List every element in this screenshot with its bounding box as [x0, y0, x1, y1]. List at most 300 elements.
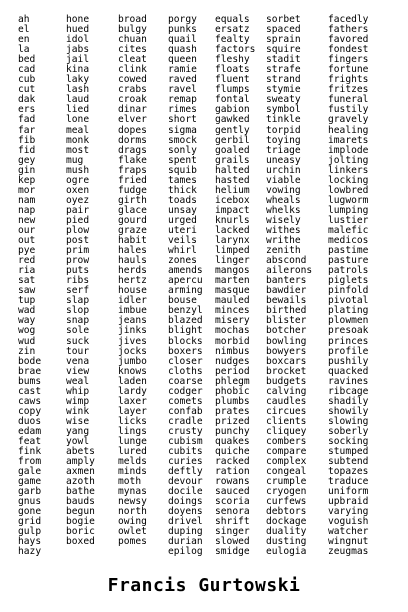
word-entry: quacked [328, 365, 369, 377]
word-entry: hertz [118, 275, 147, 287]
word-entry: cloths [168, 365, 203, 377]
word-entry: torpid [266, 124, 301, 136]
word-entry: dorms [118, 134, 147, 146]
word-entry: jail [66, 54, 90, 66]
word-entry: squib [168, 164, 197, 176]
word-entry: factors [215, 44, 256, 56]
word-entry: socking [328, 435, 369, 447]
word-entry: sauced [215, 486, 250, 498]
word-entry: hays [18, 536, 42, 548]
word-column [66, 15, 95, 547]
word-entry: serf [66, 285, 90, 297]
word-entry: la [18, 44, 30, 56]
word-entry: clink [118, 64, 147, 76]
word-entry: sweaty [266, 94, 301, 106]
word-entry: minds [118, 466, 147, 478]
word-entry: jinks [118, 325, 147, 337]
word-entry: girth [118, 194, 147, 206]
word-entry: jolting [328, 154, 369, 166]
word-entry: kina [66, 64, 90, 76]
word-entry: edam [18, 425, 42, 437]
word-entry: doyens [168, 506, 203, 518]
word-entry: cub [18, 74, 36, 86]
word-entry: gravely [328, 114, 369, 126]
word-entry: lash [66, 84, 90, 96]
word-entry: jives [118, 335, 147, 347]
word-entry: punks [168, 24, 197, 36]
word-entry: laxer [118, 395, 147, 407]
word-entry: pye [18, 245, 36, 257]
word-entry: imbue [118, 305, 147, 317]
word-entry: dak [18, 94, 36, 106]
word-entry: lings [118, 425, 147, 437]
word-entry: knows [118, 365, 147, 377]
word-entry: cryogen [266, 486, 307, 498]
word-entry: compare [266, 446, 307, 458]
word-entry: cowed [118, 74, 147, 86]
word-entry: piglets [328, 275, 369, 287]
word-entry: el [18, 24, 30, 36]
word-entry: idler [118, 295, 147, 307]
word-entry: racked [215, 456, 250, 468]
word-entry: puts [66, 265, 90, 277]
word-entry: from [18, 456, 42, 468]
word-entry: crabs [118, 84, 147, 96]
word-entry: mochas [215, 325, 250, 337]
word-entry: watcher [328, 526, 369, 538]
word-entry: showily [328, 405, 369, 417]
word-entry: boric [66, 526, 95, 538]
word-entry: boxcars [266, 355, 307, 367]
word-entry: sorbet [266, 14, 301, 25]
word-entry: congeal [266, 466, 307, 478]
word-entry: licks [118, 415, 147, 427]
word-column [266, 15, 312, 558]
word-entry: soberly [328, 425, 369, 437]
word-entry: minces [215, 305, 250, 317]
word-entry: owlet [118, 526, 147, 538]
word-entry: docile [168, 486, 203, 498]
word-entry: plowmen [328, 315, 369, 327]
word-entry: upbraid [328, 496, 369, 508]
word-entry: shrift [215, 516, 250, 528]
word-entry: icebox [215, 194, 250, 206]
word-entry: drivel [168, 516, 203, 528]
word-entry: plumbs [215, 395, 250, 407]
word-entry: comets [168, 395, 203, 407]
word-entry: zeugmas [328, 546, 369, 558]
word-entry: frights [328, 74, 369, 86]
word-entry: thick [168, 184, 197, 196]
word-entry: cad [18, 64, 36, 76]
word-entry: writhe [266, 235, 301, 247]
word-entry: nimbus [215, 345, 250, 357]
word-entry: gourd [118, 214, 147, 226]
word-entry: bawdier [266, 285, 307, 297]
word-entry: smock [168, 134, 197, 146]
word-entry: gently [215, 124, 250, 136]
word-entry: arming [168, 285, 203, 297]
word-entry: weal [66, 375, 90, 387]
word-entry: sigma [168, 124, 197, 136]
word-entry: fleshy [215, 54, 250, 66]
word-entry: sonly [168, 144, 197, 156]
word-entry: moth [118, 476, 142, 488]
word-entry: unsay [168, 204, 197, 216]
word-entry: remap [168, 94, 197, 106]
word-entry: withes [266, 224, 301, 236]
word-entry: fraps [118, 164, 147, 176]
word-entry: hales [118, 245, 147, 257]
word-entry: prized [215, 415, 250, 427]
word-entry: fib [18, 134, 36, 146]
word-entry: sprain [266, 34, 301, 46]
word-entry: triage [266, 144, 301, 156]
word-entry: blight [168, 325, 203, 337]
word-entry: hone [66, 14, 90, 25]
word-entry: grails [215, 154, 250, 166]
word-entry: linger [215, 255, 250, 267]
word-entry: voguish [328, 516, 369, 528]
word-entry: amends [168, 265, 203, 277]
word-entry: mor [18, 184, 36, 196]
word-entry: dusting [266, 536, 307, 548]
word-entry: pastime [328, 245, 369, 257]
word-entry: pied [66, 214, 90, 226]
word-entry: helium [215, 184, 250, 196]
word-entry: new [18, 214, 36, 226]
word-entry: fluent [215, 74, 250, 86]
word-entry: medicos [328, 235, 369, 247]
word-entry: cubism [168, 435, 203, 447]
word-column [328, 15, 368, 558]
word-column [18, 15, 41, 558]
word-entry: topazes [328, 466, 369, 478]
word-entry: budgets [266, 375, 307, 387]
word-entry: abets [66, 446, 95, 458]
word-entry: melds [118, 456, 147, 468]
word-entry: ribs [66, 275, 90, 287]
word-entry: morbid [215, 335, 250, 347]
word-entry: gone [18, 506, 42, 518]
word-entry: bewails [266, 295, 307, 307]
word-entry: linkers [328, 164, 369, 176]
word-entry: fondest [328, 44, 369, 56]
word-entry: game [18, 476, 42, 488]
word-entry: sat [18, 275, 36, 287]
word-entry: symbol [266, 104, 301, 116]
word-entry: punchy [215, 425, 250, 437]
word-entry: mangos [215, 265, 250, 277]
word-entry: idol [66, 34, 90, 46]
word-entry: confab [168, 405, 203, 417]
word-entry: flake [118, 154, 147, 166]
word-entry: ersatz [215, 24, 250, 36]
word-entry: lustier [328, 214, 369, 226]
word-entry: dockage [266, 516, 307, 528]
word-entry: begun [66, 506, 95, 518]
word-entry: ramie [168, 64, 197, 76]
word-entry: graze [118, 224, 147, 236]
word-entry: sole [66, 325, 90, 337]
word-entry: spent [168, 154, 197, 166]
word-entry: garb [18, 486, 42, 498]
word-entry: facedly [328, 14, 369, 25]
word-entry: pushily [328, 355, 369, 367]
word-entry: hauls [118, 255, 147, 267]
word-entry: debtors [266, 506, 307, 518]
word-entry: coarse [168, 375, 203, 387]
word-entry: gnus [18, 496, 42, 508]
word-entry: toying [266, 134, 301, 146]
word-entry: funeral [328, 94, 369, 106]
word-entry: presoak [328, 325, 369, 337]
word-entry: quail [168, 34, 197, 46]
word-entry: raved [168, 74, 197, 86]
word-entry: jumbo [118, 355, 147, 367]
word-entry: gerbil [215, 134, 250, 146]
word-entry: birthed [266, 305, 307, 317]
word-entry: codger [168, 385, 203, 397]
word-entry: azoth [66, 476, 95, 488]
word-entry: axmen [66, 466, 95, 478]
word-entry: habit [118, 235, 147, 247]
word-entry: cubits [168, 446, 203, 458]
word-entry: lone [66, 114, 90, 126]
word-entry: chuan [118, 34, 147, 46]
word-entry: ravel [168, 84, 197, 96]
word-entry: epilog [168, 546, 203, 558]
word-entry: blazed [168, 315, 203, 327]
word-entry: cliquey [266, 425, 307, 437]
word-entry: whelks [266, 204, 301, 216]
word-entry: kep [18, 174, 36, 186]
word-entry: crusty [168, 425, 203, 437]
word-entry: goaled [215, 144, 250, 156]
word-entry: fingers [328, 54, 369, 66]
word-entry: ers [18, 104, 36, 116]
word-entry: bowling [266, 335, 307, 347]
word-entry: post [66, 235, 90, 247]
word-entry: out [18, 235, 36, 247]
word-entry: zones [168, 255, 197, 267]
word-entry: mug [66, 154, 84, 166]
word-entry: lardy [118, 385, 147, 397]
word-entry: circues [266, 405, 307, 417]
word-entry: wisely [266, 214, 301, 226]
word-entry: lumping [328, 204, 369, 216]
word-entry: uteri [168, 224, 197, 236]
word-entry: mauled [215, 295, 250, 307]
word-entry: bogie [66, 516, 95, 528]
word-entry: durian [168, 536, 203, 548]
word-entry: flumps [215, 84, 250, 96]
word-entry: lied [66, 104, 90, 116]
word-entry: cast [18, 385, 42, 397]
word-entry: wog [18, 325, 36, 337]
word-entry: short [168, 114, 197, 126]
word-entry: brae [18, 365, 42, 377]
word-entry: scoria [215, 496, 250, 508]
word-entry: whirl [168, 245, 197, 257]
word-entry: way [18, 315, 36, 327]
word-entry: clients [266, 415, 307, 427]
word-entry: floats [215, 64, 250, 76]
word-entry: strafe [266, 64, 301, 76]
word-entry: ria [18, 265, 36, 277]
word-entry: princes [328, 335, 369, 347]
word-entry: complex [266, 456, 307, 468]
word-entry: ration [215, 466, 250, 478]
word-entry: curfews [266, 496, 307, 508]
word-entry: fad [18, 114, 36, 126]
word-entry: owing [118, 516, 147, 528]
word-entry: lugworm [328, 194, 369, 206]
word-entry: rimes [168, 104, 197, 116]
word-entry: crumple [266, 476, 307, 488]
word-entry: boxed [66, 536, 95, 548]
word-entry: strand [266, 74, 301, 86]
word-entry: gawked [215, 114, 250, 126]
word-entry: mush [66, 164, 90, 176]
word-entry: equals [215, 14, 250, 25]
word-entry: jabs [66, 44, 90, 56]
word-entry: urged [168, 214, 197, 226]
word-entry: hued [66, 24, 90, 36]
word-entry: quakes [215, 435, 250, 447]
word-entry: botcher [266, 325, 307, 337]
word-entry: grid [18, 516, 42, 528]
word-entry: deftly [168, 466, 203, 478]
word-entry: fortune [328, 64, 369, 76]
word-entry: view [66, 365, 90, 377]
word-entry: gabion [215, 104, 250, 116]
word-entry: bauds [66, 496, 95, 508]
word-entry: cut [18, 84, 36, 96]
word-entry: lacked [215, 224, 250, 236]
word-entry: lunge [118, 435, 147, 447]
word-entry: wingnut [328, 536, 369, 548]
word-entry: gey [18, 154, 36, 166]
word-entry: oyez [66, 194, 90, 206]
word-entry: pair [66, 204, 90, 216]
word-entry: feat [18, 435, 42, 447]
word-entry: monk [66, 134, 90, 146]
word-entry: layer [118, 405, 147, 417]
word-entry: laud [66, 94, 90, 106]
word-entry: laky [66, 74, 90, 86]
word-entry: urchin [266, 164, 301, 176]
word-entry: misery [215, 315, 250, 327]
word-entry: boxers [168, 345, 203, 357]
word-entry: stumped [328, 446, 369, 458]
word-entry: doings [168, 496, 203, 508]
word-entry: jocks [118, 345, 147, 357]
word-entry: croak [118, 94, 147, 106]
word-entry: banters [266, 275, 307, 287]
word-entry: fid [18, 144, 36, 156]
word-entry: fritzes [328, 84, 369, 96]
word-entry: far [18, 124, 36, 136]
word-entry: bowyers [266, 345, 307, 357]
word-entry: patrols [328, 265, 369, 277]
word-entry: wink [66, 405, 90, 417]
word-entry: dopes [118, 124, 147, 136]
word-entry: prim [66, 245, 90, 257]
word-entry: plow [66, 224, 90, 236]
word-entry: north [118, 506, 147, 518]
word-entry: nudges [215, 355, 250, 367]
word-entry: locking [328, 174, 369, 186]
word-entry: nam [18, 194, 36, 206]
word-entry: favored [328, 34, 369, 46]
word-entry: smidge [215, 546, 250, 558]
word-entry: blister [266, 315, 307, 327]
word-entry: cradle [168, 415, 203, 427]
word-entry: elver [118, 114, 147, 126]
word-entry: en [18, 34, 30, 46]
word-entry: implode [328, 144, 369, 156]
word-entry: porgy [168, 14, 197, 25]
word-entry: ribcage [328, 385, 369, 397]
word-entry: gulp [18, 526, 42, 538]
word-entry: slowed [215, 536, 250, 548]
word-entry: tames [168, 174, 197, 186]
word-entry: wheals [266, 194, 301, 206]
word-entry: suck [66, 335, 90, 347]
word-entry: abscond [266, 255, 307, 267]
word-entry: fried [118, 174, 147, 186]
word-entry: duality [266, 526, 307, 538]
word-entry: fink [18, 446, 42, 458]
word-entry: hasted [215, 174, 250, 186]
word-entry: wad [18, 305, 36, 317]
word-entry: fealty [215, 34, 250, 46]
word-entry: newsy [118, 496, 147, 508]
word-entry: stymie [266, 84, 301, 96]
word-entry: halted [215, 164, 250, 176]
word-entry: bouse [168, 295, 197, 307]
word-entry: period [215, 365, 250, 377]
word-entry: bode [18, 355, 42, 367]
word-entry: tup [18, 295, 36, 307]
word-entry: prow [66, 255, 90, 267]
word-entry: senora [215, 506, 250, 518]
word-entry: imarets [328, 134, 369, 146]
word-entry: impact [215, 204, 250, 216]
word-entry: gin [18, 164, 36, 176]
word-entry: duping [168, 526, 203, 538]
word-entry: bums [18, 375, 42, 387]
word-entry: fudge [118, 184, 147, 196]
word-entry: lowbred [328, 184, 369, 196]
word-entry: vowing [266, 184, 301, 196]
word-entry: uneasy [266, 154, 301, 166]
word-entry: fustily [328, 104, 369, 116]
word-entry: traduce [328, 476, 369, 488]
word-column [118, 15, 147, 547]
word-entry: slap [66, 295, 90, 307]
word-entry: queen [168, 54, 197, 66]
word-entry: lured [118, 446, 147, 458]
word-entry: drags [118, 144, 147, 156]
word-entry: singer [215, 526, 250, 538]
word-entry: benzyl [168, 305, 203, 317]
word-entry: curies [168, 456, 203, 468]
word-entry: our [18, 224, 36, 236]
word-entry: blocks [168, 335, 203, 347]
word-entry: hazy [18, 546, 42, 558]
